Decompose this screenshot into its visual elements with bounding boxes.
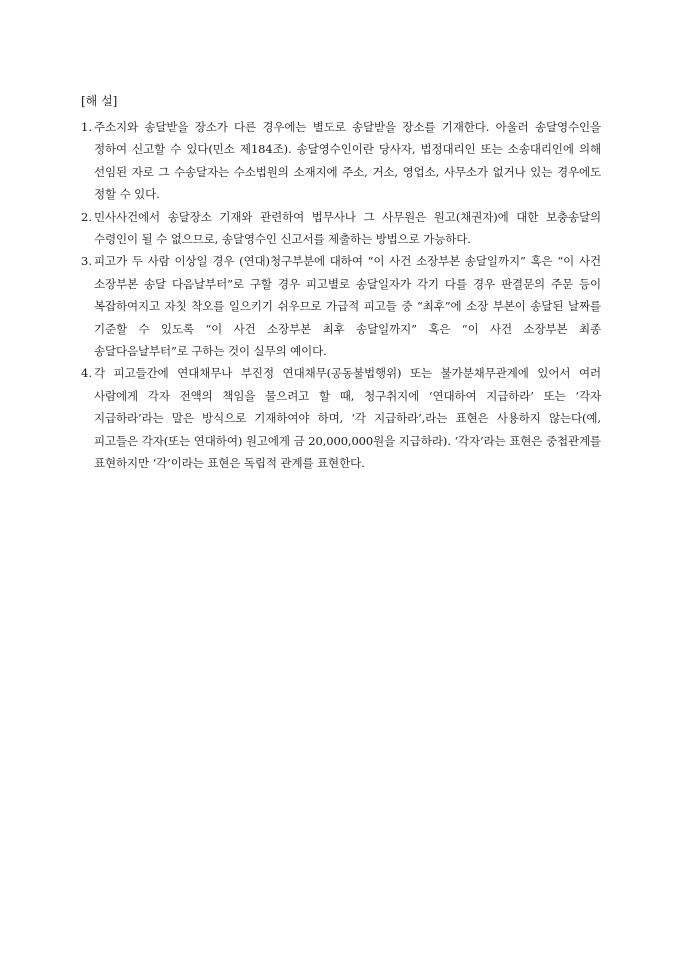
note-text: 민사사건에서 송달장소 기재와 관련하여 법무사나 그 사무원은 원고(채권자)에 대한 보충송달의 수령인이 될 수 없으므로, 송달영수인 신고서를 제출하는 방법으로 가능하다. [94, 209, 601, 247]
note-number: 2. [81, 209, 92, 224]
note-text: 주소지와 송달받을 장소가 다른 경우에는 별도로 송달받을 장소를 기재한다. 아울러 송달영수인을 정하여 신고할 수 있다(민소 제184조). 송달영수인이란 당사자, 법정대리인 또는 소송대리인에 의해 선임된 자로 그 수송달자는 수소법원의 소재지에 주소, 거소, 영업소, 사무소가 없거나 있는 경우에도 정할 수 있다. [94, 120, 601, 202]
note-number: 4. [81, 366, 92, 381]
note-item-4 [81, 362, 601, 474]
note-item-2 [81, 206, 601, 251]
note-text: 각 피고들간에 연대채무나 부진정 연대채무(공동불법행위) 또는 불가분채무관계에 있어서 여러 사람에게 각자 전액의 책임을 물으려고 할 때, 청구취지에 ‘연대하여 지급하라’ 또는 ‘각자 지급하라’라는 말은 방식으로 기재하여야 하며, ‘각 지급하라’,라는 표현은 사용하지 않는다(예, 피고들은 각자(또는 연대하여) 원고에게 금 20,000,000원을 지급하라). ‘각자’라는 표현은 중첩관계를 표현하지만 ‘각’이라는 표현은 독립적 관계를 표현한다. [94, 366, 601, 471]
note-number: 3. [81, 254, 92, 269]
note-item-3 [81, 250, 601, 362]
note-text: 피고가 두 사람 이상일 경우 (연대)청구부분에 대하여 “이 사건 소장부본 송달일까지” 혹은 “이 사건 소장부본 송달 다음날부터”로 구할 경우 피고별로 송달일자가 각기 다를 경우 판결문의 주문 등이 복잡하여지고 자칫 착오를 일으키기 쉬우므로 가급적 피고들 중 “최후”에 소장 부본이 송달된 날짜를 기준할 수 있도록 “이 사건 소장부본 최후 송달일까지” 혹은 “이 사건 소장부본 최종 송달다음날부터”로 구하는 것이 실무의 예이다. [94, 254, 601, 359]
commentary-heading: [해 설] [81, 94, 118, 108]
note-item-1 [81, 116, 601, 206]
commentary-notes-list [81, 116, 601, 475]
note-number: 1. [81, 120, 92, 134]
